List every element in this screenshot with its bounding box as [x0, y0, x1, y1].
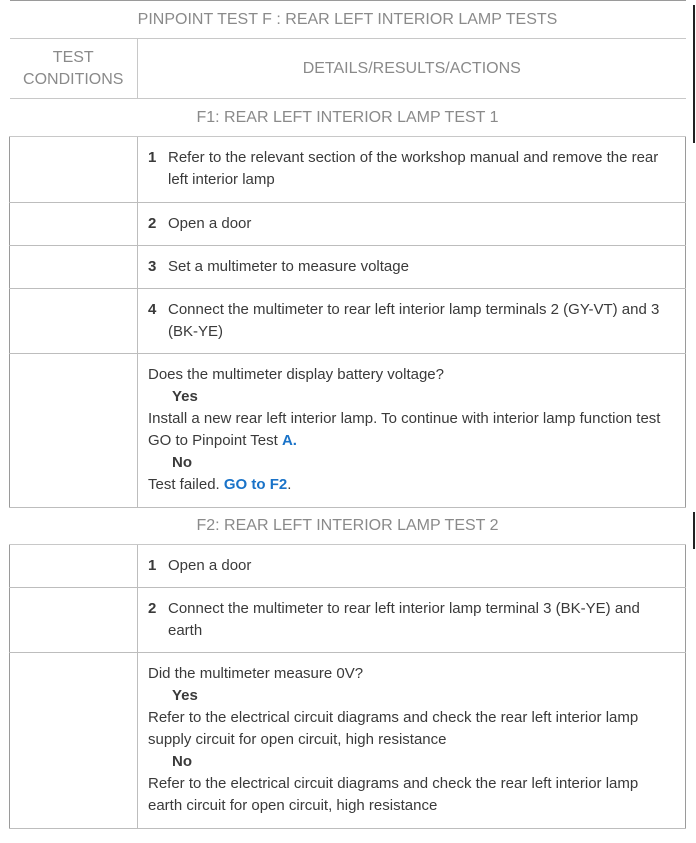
- details-cell: [138, 246, 686, 289]
- step-text: Open a door: [168, 215, 252, 232]
- step-number: 4: [148, 301, 157, 318]
- pinpoint-table: [9, 0, 686, 829]
- section-heading-f1: [10, 99, 686, 137]
- yes-action-text: Refer to the electrical circuit diagrams and check the rear left interior lamp supply circuit for open circuit, high resistance: [148, 709, 639, 748]
- go-to-f2-link[interactable]: GO to F2: [223, 476, 288, 493]
- details-cell: [138, 137, 686, 203]
- table-row: [10, 203, 686, 246]
- table-row: [10, 137, 686, 203]
- step-text: Set a multimeter to measure voltage: [168, 258, 409, 275]
- no-label: No: [172, 753, 192, 770]
- details-cell: [138, 588, 686, 653]
- pinpoint-a-link[interactable]: A.: [281, 432, 297, 449]
- yes-action-text: Install a new rear left interior lamp. To continue with interior lamp function test GO to Pinpoint Test: [148, 410, 661, 449]
- no-action-text: Test failed.: [148, 476, 224, 493]
- step-number: 2: [148, 600, 157, 617]
- question-text: Did the multimeter measure 0V?: [148, 665, 364, 682]
- right-edge-bar: [693, 512, 695, 549]
- section-title: F1: REAR LEFT INTERIOR LAMP TEST 1: [10, 99, 686, 137]
- yes-label: Yes: [172, 388, 198, 405]
- yes-label: Yes: [172, 687, 198, 704]
- step-item: [148, 147, 673, 191]
- step-item: [148, 213, 673, 235]
- question-text: Does the multimeter display battery voltage?: [148, 366, 444, 383]
- table-row: [10, 545, 686, 588]
- step-text: Refer to the relevant section of the workshop manual and remove the rear left interior lamp: [168, 149, 659, 188]
- conditions-cell: [10, 653, 138, 829]
- table-row: [10, 246, 686, 289]
- step-number: 1: [148, 557, 157, 574]
- section-title: F2: REAR LEFT INTERIOR LAMP TEST 2: [10, 508, 686, 545]
- no-action: [148, 474, 673, 496]
- right-edge-bar: [693, 5, 695, 143]
- conditions-cell: [10, 203, 138, 246]
- step-number: 2: [148, 215, 157, 232]
- details-cell: [138, 289, 686, 354]
- title-row: [10, 1, 686, 39]
- column-header-row: [10, 39, 686, 99]
- step-item: [148, 299, 673, 343]
- step-text: Connect the multimeter to rear left interior lamp terminal 3 (BK-YE) and earth: [168, 600, 640, 639]
- table-row: [10, 289, 686, 354]
- result-cell: [138, 653, 686, 829]
- step-number: 3: [148, 258, 157, 275]
- details-cell: [138, 545, 686, 588]
- column-header-conditions: TEST CONDITIONS: [10, 39, 138, 99]
- table-row: [10, 354, 686, 508]
- step-text: Connect the multimeter to rear left interior lamp terminals 2 (GY-VT) and 3 (BK-YE): [168, 301, 660, 340]
- column-header-details: DETAILS/RESULTS/ACTIONS: [138, 39, 686, 99]
- table-row: [10, 653, 686, 829]
- no-label: No: [172, 454, 192, 471]
- conditions-cell: [10, 354, 138, 508]
- yes-action: [148, 408, 673, 452]
- conditions-cell: [10, 588, 138, 653]
- step-item: [148, 555, 673, 577]
- step-item: [148, 598, 673, 642]
- table-row: [10, 588, 686, 653]
- conditions-cell: [10, 246, 138, 289]
- details-cell: [138, 203, 686, 246]
- result-cell: [138, 354, 686, 508]
- no-action-text: Refer to the electrical circuit diagrams and check the rear left interior lamp earth circuit for open circuit, high resistance: [148, 775, 639, 814]
- conditions-cell: [10, 545, 138, 588]
- no-action-suffix: .: [287, 476, 292, 493]
- conditions-cell: [10, 289, 138, 354]
- step-item: [148, 256, 673, 278]
- section-heading-f2: [10, 508, 686, 545]
- step-text: Open a door: [168, 557, 252, 574]
- conditions-cell: [10, 137, 138, 203]
- step-number: 1: [148, 149, 157, 166]
- pinpoint-test-document: [9, 0, 695, 829]
- page-title: PINPOINT TEST F : REAR LEFT INTERIOR LAMP TESTS: [10, 1, 686, 39]
